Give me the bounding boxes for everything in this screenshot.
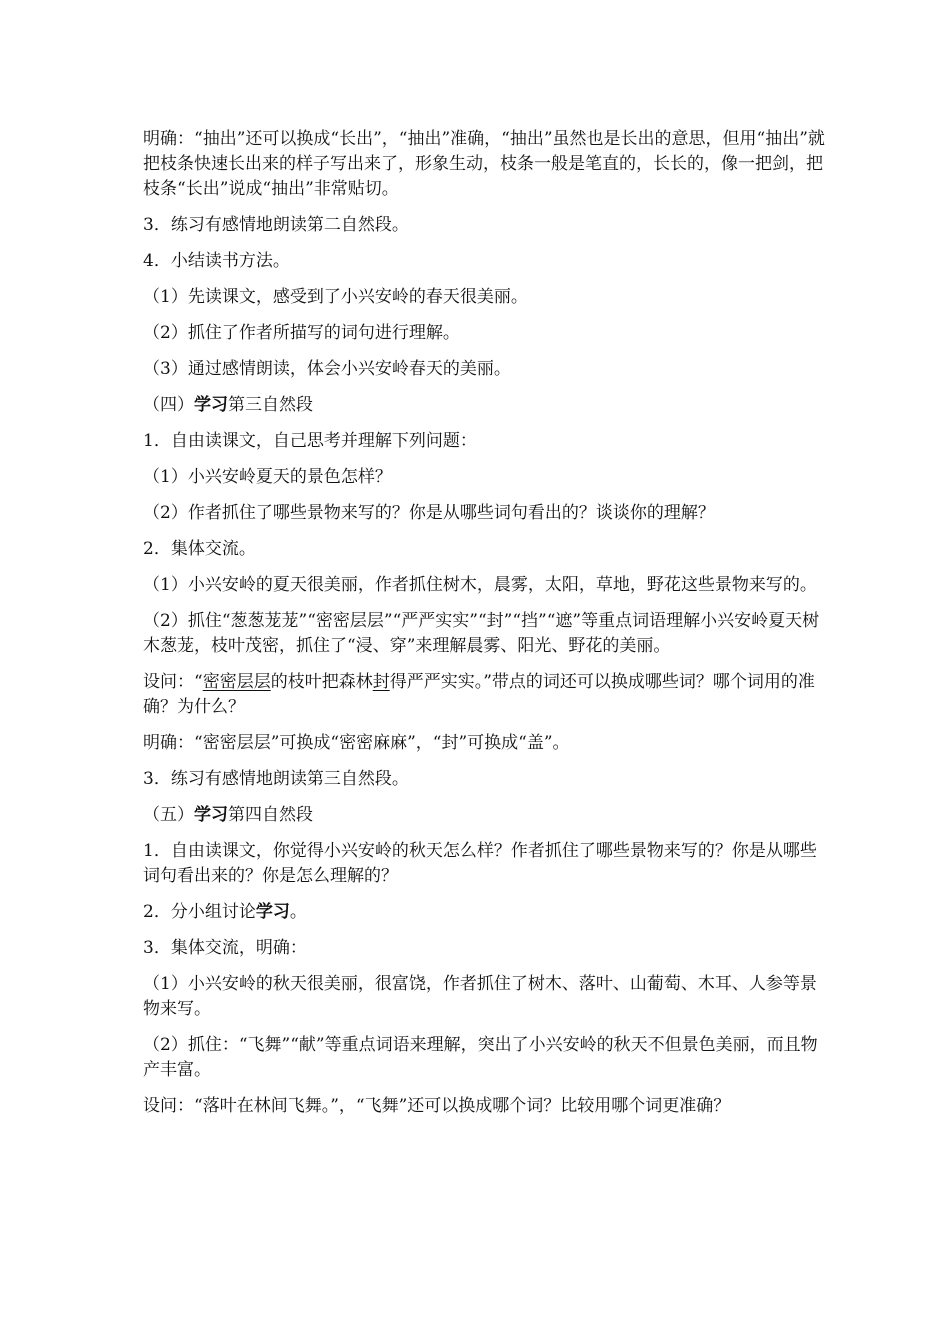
paragraph: （1）小兴安岭夏天的景色怎样？ <box>143 467 392 487</box>
paragraph: 3．练习有感情地朗读第三自然段。 <box>143 769 409 789</box>
underlined-text: 密密层层 <box>202 672 271 692</box>
bold-text: 学习 <box>194 805 228 825</box>
paragraph: （1）先读课文，感受到了小兴安岭的春天很美丽。 <box>143 287 528 307</box>
document-body <box>143 127 833 1130</box>
paragraph: 3．集体交流，明确： <box>143 938 307 958</box>
paragraph: 1．自由读课文，自己思考并理解下列问题： <box>143 431 477 451</box>
paragraph: （3）通过感情朗读，体会小兴安岭春天的美丽。 <box>143 359 511 379</box>
paragraph: 1．自由读课文，你觉得小兴安岭的秋天怎么样？作者抓住了哪些景物来写的？你是从哪些词句看出来的？你是怎么理解的？ <box>143 841 817 886</box>
paragraph: 3．练习有感情地朗读第二自然段。 <box>143 215 409 235</box>
paragraph: 明确：“抽出”还可以换成“长出”，“抽出”准确，“抽出”虽然也是长出的意思，但用“抽出”就把枝条快速长出来的样子写出来了，形象生动，枝条一般是笔直的，长长的，像一把剑，把枝条“长出”说成“抽出”非常贴切。 <box>143 129 825 199</box>
paragraph: （1）小兴安岭的夏天很美丽，作者抓住树木，晨雾，太阳，草地，野花这些景物来写的。 <box>143 575 817 595</box>
paragraph: （2）抓住“葱葱茏茏”“密密层层”“严严实实”“封”“挡”“遮”等重点词语理解小兴安岭夏天树木葱茏，枝叶茂密，抓住了“浸、穿”来理解晨雾、阳光、野花的美丽。 <box>143 611 820 656</box>
section-heading: （四）学习第三自然段 <box>143 395 313 415</box>
paragraph: （2）作者抓住了哪些景物来写的？你是从哪些词句看出的？谈谈你的理解？ <box>143 503 715 523</box>
paragraph: 2．分小组讨论学习。 <box>143 902 307 922</box>
paragraph: （2）抓住了作者所描写的词句进行理解。 <box>143 323 460 343</box>
section-heading: （五）学习第四自然段 <box>143 805 313 825</box>
underlined-text: 封 <box>372 672 390 692</box>
bold-text: 学习 <box>194 395 228 415</box>
paragraph: 明确：“密密层层”可换成“密密麻麻”，“封”可换成“盖”。 <box>143 733 570 753</box>
paragraph: （2）抓住：“飞舞”“献”等重点词语来理解，突出了小兴安岭的秋天不但景色美丽，而且物产丰富。 <box>143 1035 818 1080</box>
paragraph: 4．小结读书方法。 <box>143 251 290 271</box>
paragraph: （1）小兴安岭的秋天很美丽，很富饶，作者抓住了树木、落叶、山葡萄、木耳、人参等景物来写。 <box>143 974 817 1019</box>
paragraph: 2．集体交流。 <box>143 539 256 559</box>
bold-text: 学习 <box>255 902 290 922</box>
paragraph: 设问：“落叶在林间飞舞。”，“飞舞”还可以换成哪个词？比较用哪个词更准确？ <box>143 1096 731 1116</box>
paragraph: 设问：“密密层层的枝叶把森林封得严严实实。”带点的词还可以换成哪些词？哪个词用的准确？为什么？ <box>143 672 815 717</box>
